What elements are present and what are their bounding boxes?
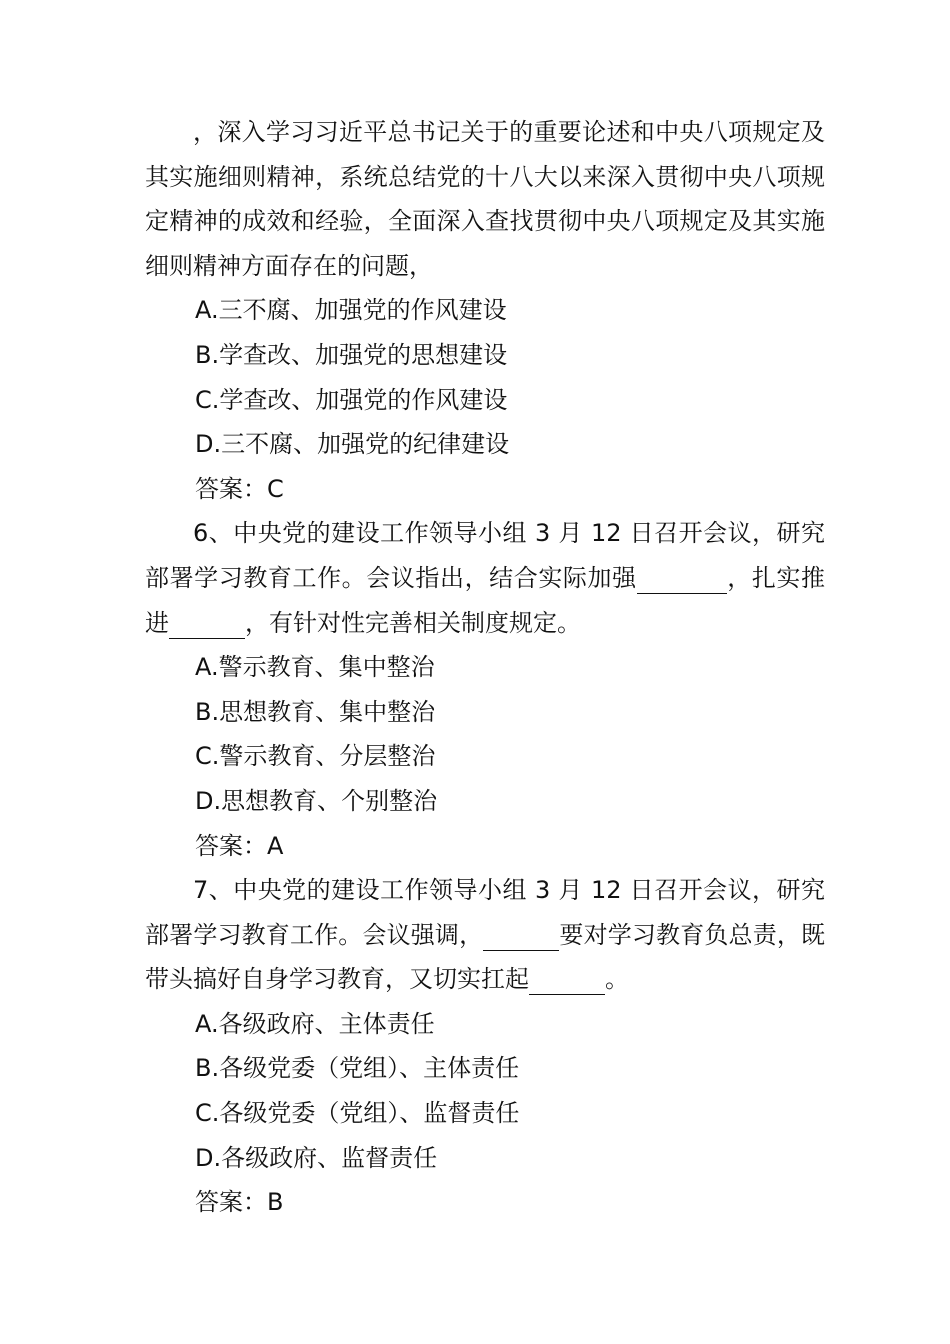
q6-option-a: A.警示教育、集中整治 [195,653,435,682]
q6-option-d: D.思想教育、个别整治 [195,786,438,815]
q7-stem [145,868,825,1002]
q6-stem-part1: 6、中央党的建设工作领导小组 3 月 12 日召开会议，研究部署学习教育工作。会议指出，结合实际加强 [145,519,825,592]
q6-stem [145,511,825,645]
q5-option-c: C.学查改、加强党的作风建设 [195,385,508,414]
q5-option-d: D.三不腐、加强党的纪律建设 [195,430,510,459]
q6-option-b: B.思想教育、集中整治 [195,697,436,726]
q5-option-b: B.学查改、加强党的思想建设 [195,340,508,369]
q7-stem-part3: 。 [605,965,629,994]
q6-option-c: C.警示教育、分层整治 [195,742,436,771]
q7-stem-part1: 7、中央党的建设工作领导小组 3 月 12 日召开会议，研究部署学习教育工作。会议强调， [145,876,825,949]
q7-option-b: B.各级党委（党组）、主体责任 [195,1054,520,1083]
q7-blank-2 [529,964,605,995]
q6-blank-2 [169,608,245,639]
q5-option-a: A.三不腐、加强党的作风建设 [195,296,507,325]
q7-option-a: A.各级政府、主体责任 [195,1009,435,1038]
q6-answer: 答案：A [195,831,284,860]
q5-stem: ，深入学习习近平总书记关于的重要论述和中央八项规定及其实施细则精神，系统总结党的十八大以来深入贯彻中央八项规定精神的成效和经验，全面深入查找贯彻中央八项规定及其实施细则精神方面存在的问题， [145,118,825,280]
q5-answer: 答案：C [195,474,284,503]
q7-option-d: D.各级政府、监督责任 [195,1143,438,1172]
q6-stem-part2: ，扎实推进 [145,563,826,637]
q7-answer: 答案：B [195,1188,284,1217]
q7-option-c: C.各级党委（党组）、监督责任 [195,1099,520,1128]
q6-blank-1 [637,563,727,594]
q7-blank-1 [483,920,559,951]
q7-stem-part2: 要对学习教育负总责，既带头搞好自身学习教育，又切实扛起 [145,920,826,994]
q6-stem-part3: ，有针对性完善相关制度规定。 [245,608,581,637]
document-body [145,110,825,1225]
